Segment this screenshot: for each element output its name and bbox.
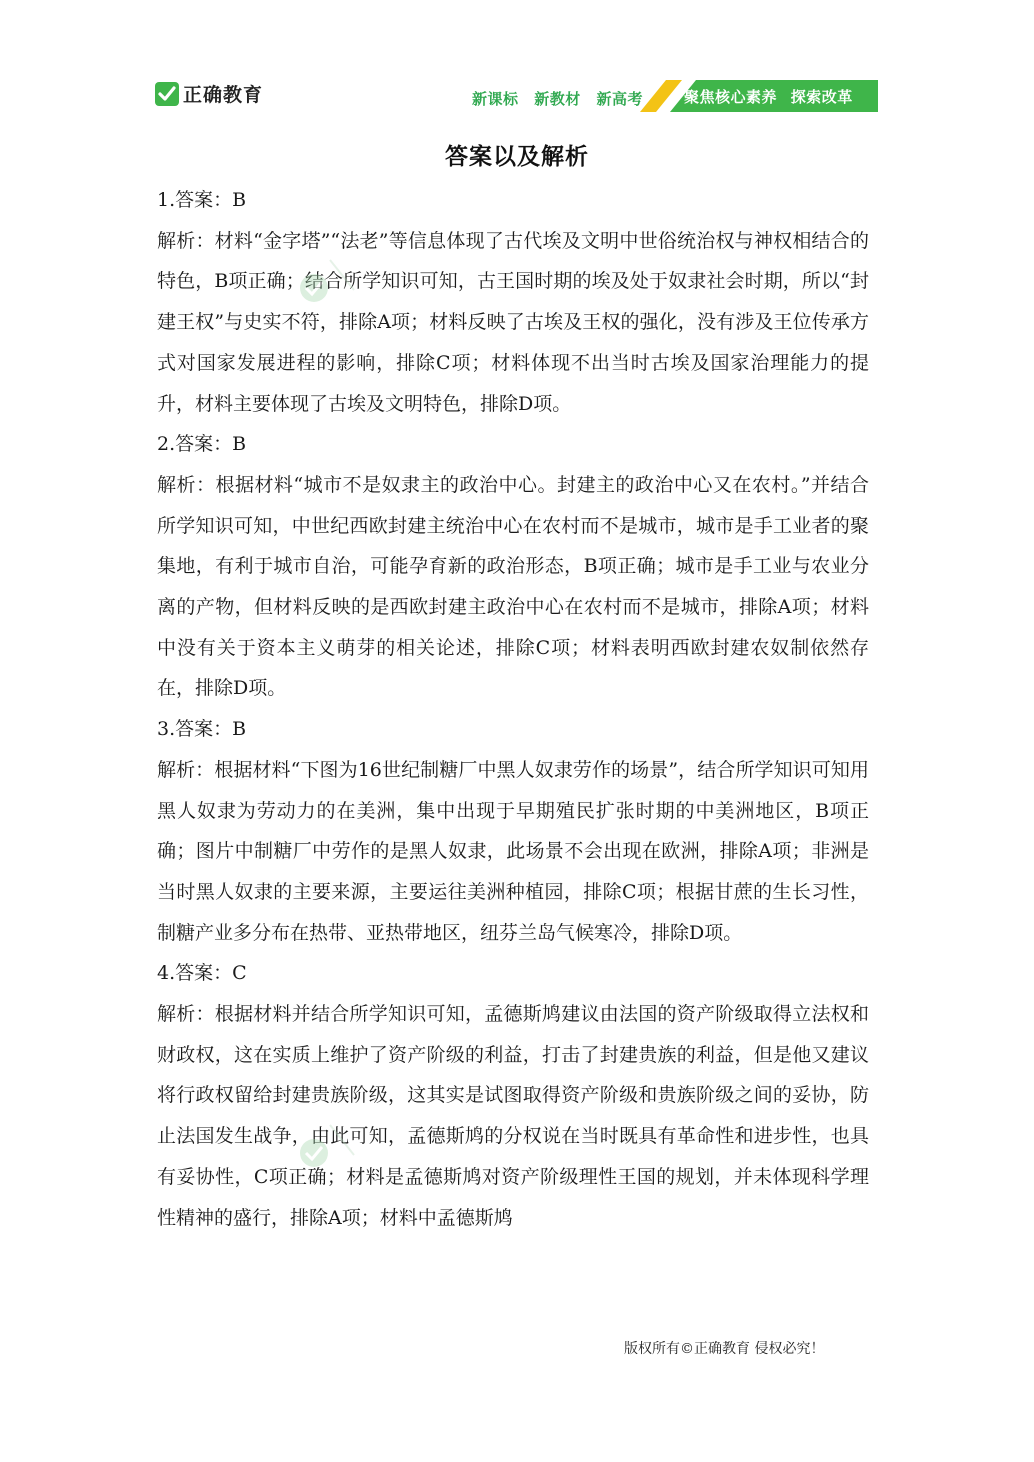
analysis-paragraph: 解析：材料“金字塔”“法老”等信息体现了古代埃及文明中世俗统治权与神权相结合的特色，B项正确；结合所学知识可知，古王国时期的埃及处于奴隶社会时期，所以“封建王权”与史实不符，排除A项；材料反映了古埃及王权的强化，没有涉及王位传承方式对国家发展进程的影响，排除C项；材料体现不出当时古埃及国家治理能力的提升，材料主要体现了古埃及文明特色，排除D项。 xyxy=(157,229,869,415)
page-header xyxy=(0,0,1034,130)
tagline-item: 新高考 xyxy=(596,90,644,108)
copyright-footer: 版权所有©正确教育 侵权必究！ xyxy=(624,1341,825,1357)
page-title: 答案以及解析 xyxy=(445,144,589,170)
watermark-logo xyxy=(292,1115,362,1185)
answer-line: 1.答案：B xyxy=(157,189,247,211)
brand-logo xyxy=(155,80,263,107)
checkmark-icon xyxy=(155,82,179,106)
logo-text: 正确教育 xyxy=(183,84,264,106)
analysis-paragraph: 解析：根据材料并结合所学知识可知，孟德斯鸠建议由法国的资产阶级取得立法权和财政权，这在实质上维护了资产阶级的利益，打击了封建贵族的利益，但是他又建议将行政权留给封建贵族阶级，这其实是试图取得资产阶级和贵族阶级之间的妥协，防止法国发生战争，由此可知，孟德斯鸠的分权说在当时既具有革命性和进步性，也具有妥协性，C项正确；材料是孟德斯鸠对资产阶级理性王国的规划，并未体现科学理性精神的盛行，排除A项；材料中孟德斯鸠 xyxy=(157,1003,869,1229)
banner-slogan xyxy=(684,86,861,107)
answer-content xyxy=(157,180,869,1238)
analysis-paragraph: 解析：根据材料“下图为16世纪制糖厂中黑人奴隶劳作的场景”，结合所学知识可知用黑人奴隶为劳动力的在美洲，集中出现于早期殖民扩张时期的中美洲地区，B项正确；图片中制糖厂中劳作的是黑人奴隶，此场景不会出现在欧洲，排除A项；非洲是当时黑人奴隶的主要来源，主要运往美洲种植园，排除C项；根据甘蔗的生长习性，制糖产业多分布在热带、亚热带地区，纽芬兰岛气候寒冷，排除D项。 xyxy=(157,758,869,944)
tagline xyxy=(472,88,653,109)
banner-item: 探索改革 xyxy=(790,88,853,106)
tagline-item: 新教材 xyxy=(534,90,581,108)
tagline-item: 新课标 xyxy=(472,90,519,108)
answer-line: 4.答案：C xyxy=(157,962,247,985)
answer-line: 2.答案：B xyxy=(157,433,247,456)
answer-line: 3.答案：B xyxy=(157,718,247,741)
watermark-logo xyxy=(292,250,362,320)
banner-item: 聚焦核心素养 xyxy=(684,88,778,106)
analysis-paragraph: 解析：根据材料“城市不是奴隶主的政治中心。封建主的政治中心又在农村。”并结合所学知识可知，中世纪西欧封建主统治中心在农村而不是城市，城市是手工业者的聚集地，有利于城市自治，可能孕育新的政治形态，B项正确；城市是手工业与农业分离的产物，但材料反映的是西欧封建主政治中心在农村而不是城市，排除A项；材料中没有关于资本主义萌芽的相关论述，排除C项；材料表明西欧封建农奴制依然存在，排除D项。 xyxy=(157,473,869,700)
